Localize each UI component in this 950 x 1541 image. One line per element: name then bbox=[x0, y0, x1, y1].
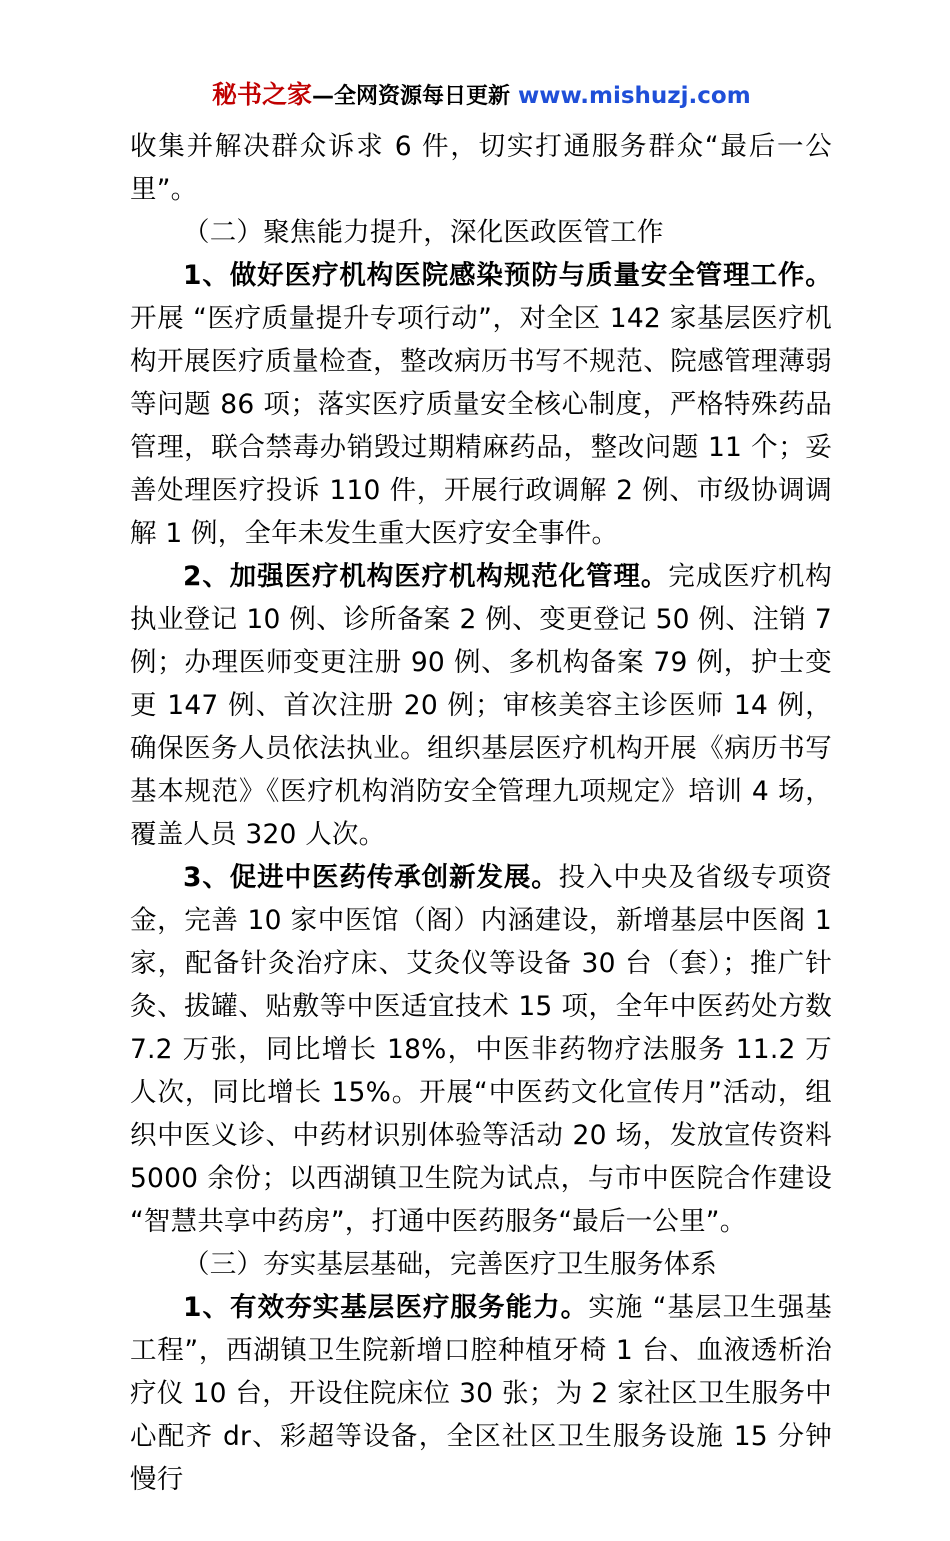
paragraph-text-run: （二）聚焦能力提升，深化医政医管工作 bbox=[183, 216, 664, 248]
paragraph-p-item-1 bbox=[130, 254, 832, 555]
paragraph-p-section-three-heading bbox=[130, 1243, 832, 1286]
watermark-tagline: —全网资源每日更新 bbox=[312, 84, 511, 109]
paragraph-p-section-two-heading bbox=[130, 211, 832, 254]
paragraph-text-run: 实施 “基层卫生强基工程”，西湖镇卫生院新增口腔种植牙椅 1 台、血液透析治疗仪 10 台，开设住院床位 30 张；为 2 家社区卫生服务中心配齐 dr、彩超等设备，全区社区卫生服务设施 15 分钟慢行 bbox=[130, 1291, 832, 1495]
paragraph-heading-run: 1、做好医疗机构医院感染预防与质量安全管理工作。 bbox=[183, 259, 832, 291]
document-text-body bbox=[130, 125, 832, 1501]
paragraph-p-item-3 bbox=[130, 856, 832, 1243]
site-watermark bbox=[212, 80, 832, 111]
paragraph-p-continued bbox=[130, 125, 832, 211]
paragraph-text-run: （三）夯实基层基础，完善医疗卫生服务体系 bbox=[183, 1248, 717, 1280]
paragraph-heading-run: 1、有效夯实基层医疗服务能力。 bbox=[183, 1291, 589, 1323]
watermark-brand: 秘书之家 bbox=[212, 80, 313, 109]
paragraph-p-item-2 bbox=[130, 555, 832, 856]
paragraph-text-run: 收集并解决群众诉求 6 件，切实打通服务群众“最后一公里”。 bbox=[130, 130, 832, 205]
paragraph-p-item-3-1 bbox=[130, 1286, 832, 1501]
paragraph-heading-run: 2、加强医疗机构医疗机构规范化管理。 bbox=[183, 560, 669, 592]
paragraph-heading-run: 3、促进中医药传承创新发展。 bbox=[183, 861, 559, 893]
paragraph-text-run: 完成医疗机构执业登记 10 例、诊所备案 2 例、变更登记 50 例、注销 7 例；办理医师变更注册 90 例、多机构备案 79 例，护士变更 147 例、首次注册 20 例；审核美容主诊医师 14 例，确保医务人员依法执业。组织基层医疗机构开展《病历书写基本规范》《医疗机构消防安全管理九项规定》培训 4 场，覆盖人员 320 人次。 bbox=[130, 560, 832, 850]
paragraph-text-run: 投入中央及省级专项资金，完善 10 家中医馆（阁）内涵建设，新增基层中医阁 1 家，配备针灸治疗床、艾灸仪等设备 30 台（套）；推广针灸、拔罐、贴敷等中医适宜技术 15 项，全年中医药处方数 7.2 万张，同比增长 18%，中医非药物疗法服务 11.2 万人次，同比增长 15%。开展“中医药文化宣传月”活动，组织中医义诊、中药材识别体验等活动 20 场，发放宣传资料 5000 余份；以西湖镇卫生院为试点，与市中医院合作建设 “智慧共享中药房”，打通中医药服务“最后一公里”。 bbox=[130, 861, 832, 1237]
paragraph-text-run: 开展 “医疗质量提升专项行动”，对全区 142 家基层医疗机构开展医疗质量检查，整改病历书写不规范、院感管理薄弱等问题 86 项；落实医疗质量安全核心制度，严格特殊药品管理，联合禁毒办销毁过期精麻药品，整改问题 11 个；妥善处理医疗投诉 110 件，开展行政调解 2 例、市级协调调解 1 例，全年未发生重大医疗安全事件。 bbox=[130, 302, 832, 549]
watermark-url[interactable]: www.mishuzj.com bbox=[517, 83, 751, 109]
